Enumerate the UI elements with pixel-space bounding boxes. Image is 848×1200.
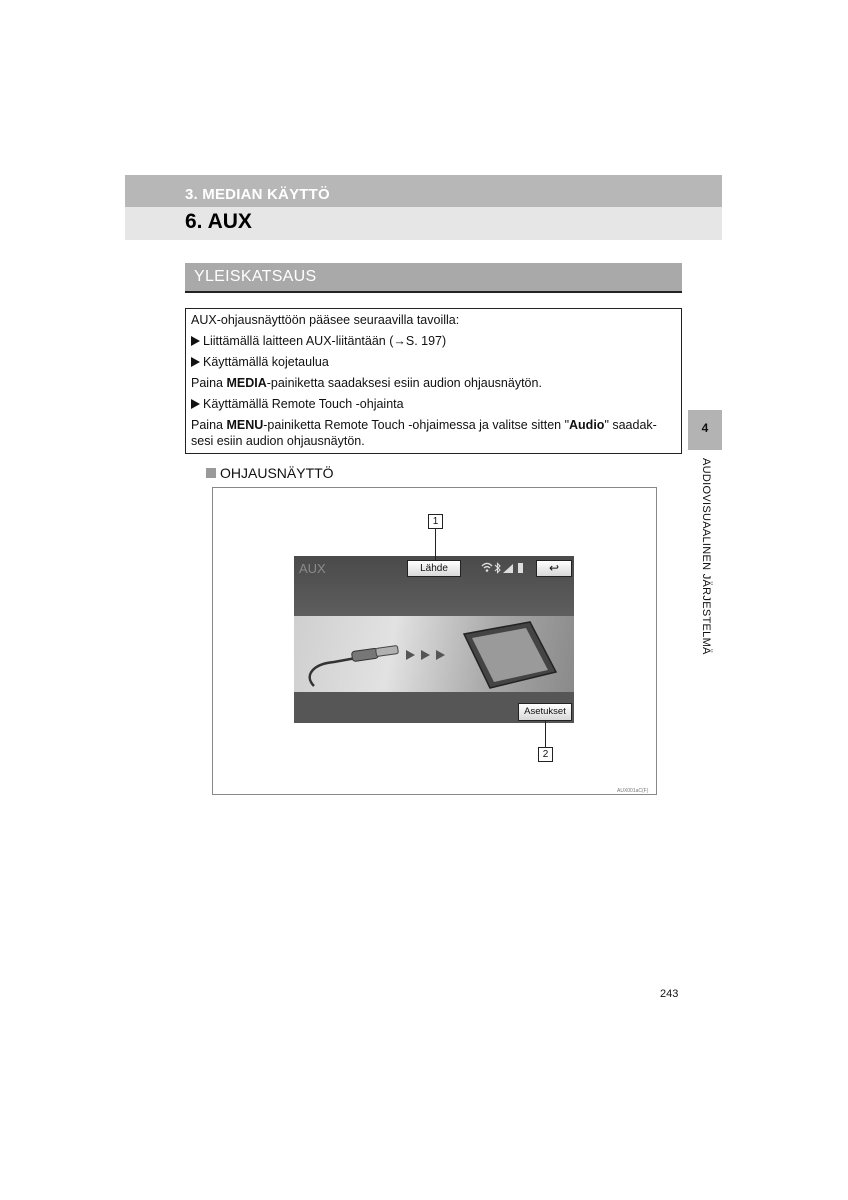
option-3-line: Käyttämällä Remote Touch -ohjainta [191,396,404,412]
callout-1: 1 [428,514,443,529]
chapter-title: 3. MEDIAN KÄYTTÖ [185,186,330,203]
screen-title: AUX [299,561,326,576]
menu-key: MENU [226,418,264,432]
option-2-line: Käyttämällä kojetaulua [191,354,329,370]
settings-button[interactable]: Asetukset [518,703,572,721]
intro-line: AUX-ohjausnäyttöön pääsee seuraavilla tavoilla: [191,313,460,327]
callout-2-leader [545,721,546,747]
triangle-bullet-icon [191,399,200,409]
option-3-desc-cont: sesi esiin audion ohjausnäytön. [191,434,365,448]
side-tab-number: 4 [701,421,709,435]
overview-rule [185,291,682,293]
bluetooth-icon [495,564,500,573]
back-arrow-icon: ↩ [548,561,560,575]
signal-strength-icon [503,564,513,573]
callout-1-leader [435,529,436,561]
battery-icon [518,563,523,573]
info-box [185,308,682,454]
aux-illustration [294,616,574,692]
media-key: MEDIA [226,376,267,390]
subsection-title: OHJAUSNÄYTTÖ [220,465,334,481]
back-button[interactable] [536,560,572,577]
page-number: 243 [660,988,679,1000]
side-tab-label: AUDIOVISUAALINEN JÄRJESTELMÄ [700,458,712,655]
callout-2: 2 [538,747,553,762]
triangle-bullet-icon [191,357,200,367]
triangle-bullet-icon [191,336,200,346]
audio-key: Audio [569,418,605,432]
figure-code: AUX001aC(F) [617,788,649,794]
status-icons [480,561,530,575]
option-3-desc: Paina MENU-painiketta Remote Touch -ohjaimessa ja valitse sitten "Audio" saadak- [191,418,657,432]
aux-screen [294,556,574,723]
overview-heading: YLEISKATSAUS [194,268,317,285]
section-title: 6. AUX [185,210,252,233]
option-2-desc: Paina MEDIA-painiketta saadaksesi esiin audion ohjausnäytön. [191,376,542,390]
signal-icon [482,564,492,572]
side-tab-label-wrap [696,458,716,678]
aux-cable-illustration-icon [294,616,574,692]
option-1-line: Liittämällä laitteen AUX-liitäntään (→S. 197) [191,333,446,349]
square-bullet-icon [206,468,216,478]
source-button[interactable]: Lähde [407,560,461,577]
